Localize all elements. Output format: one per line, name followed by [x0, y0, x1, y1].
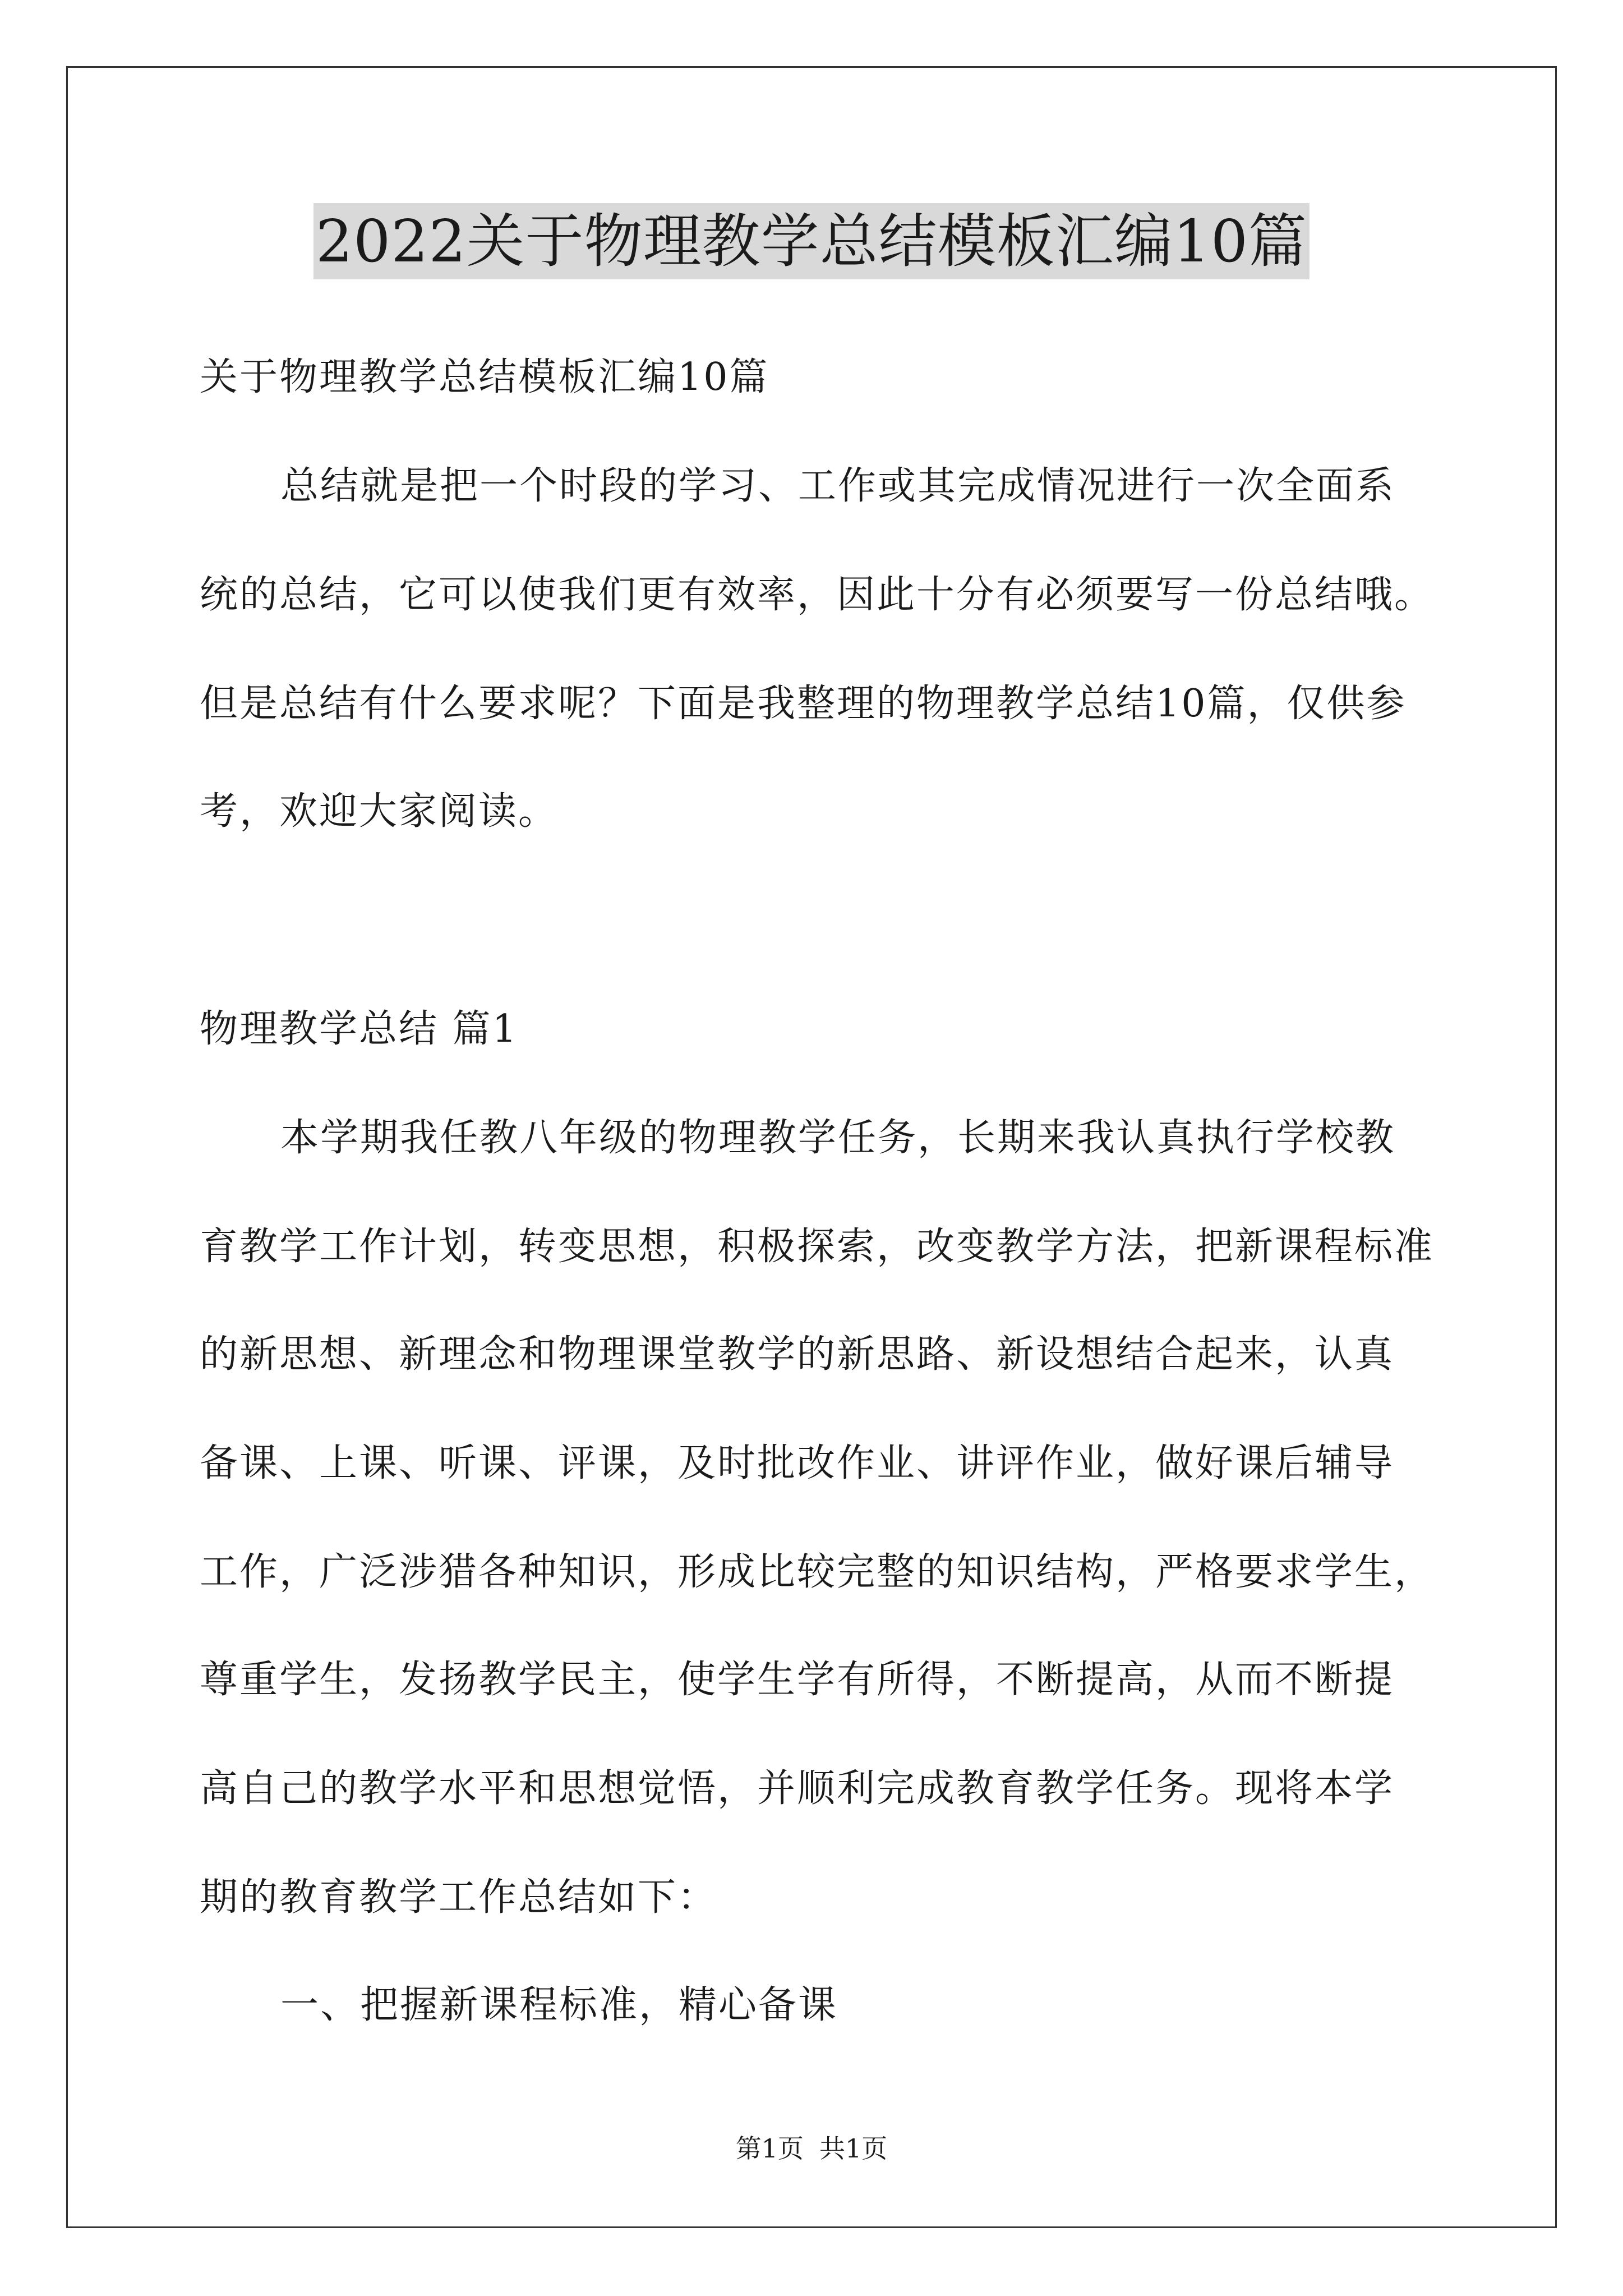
- sub-heading: 一、把握新课程标准，精心备课: [280, 1983, 838, 2027]
- page-number-total: 共1页: [819, 2133, 888, 2164]
- page-footer: [0, 2132, 1623, 2165]
- body-line-2: 育教学工作计划，转变思想，积极探索，改变教学方法，把新课程标准: [200, 1225, 1435, 1269]
- intro-line-4: 考，欢迎大家阅读。: [200, 789, 559, 834]
- title-container: [0, 203, 1623, 279]
- body-line-6: 尊重学生，发扬教学民主，使学生学有所得，不断提高，从而不断提: [200, 1658, 1395, 1702]
- body-line-4: 备课、上课、听课、评课，及时批改作业、讲评作业，做好课后辅导: [200, 1441, 1395, 1485]
- intro-line-2: 统的总结，它可以使我们更有效率，因此十分有必须要写一份总结哦。: [200, 573, 1435, 617]
- intro-line-3: 但是总结有什么要求呢？下面是我整理的物理教学总结10篇，仅供参: [200, 682, 1407, 726]
- page-number-current: 第1页: [735, 2133, 804, 2164]
- body-line-8: 期的教育教学工作总结如下：: [200, 1875, 718, 1920]
- section-heading: 物理教学总结 篇1: [200, 1007, 518, 1051]
- body-line-3: 的新思想、新理念和物理课堂教学的新思路、新设想结合起来，认真: [200, 1332, 1395, 1377]
- body-line-7: 高自己的教学水平和思想觉悟，并顺利完成教育教学任务。现将本学: [200, 1766, 1395, 1811]
- body-line-5: 工作，广泛涉猎各种知识，形成比较完整的知识结构，严格要求学生，: [200, 1550, 1435, 1594]
- intro-line-1: 总结就是把一个时段的学习、工作或其完成情况进行一次全面系: [280, 464, 1396, 508]
- document-title: 2022关于物理教学总结模板汇编10篇: [313, 203, 1310, 279]
- document-subtitle: 关于物理教学总结模板汇编10篇: [200, 355, 769, 399]
- body-line-1: 本学期我任教八年级的物理教学任务，长期来我认真执行学校教: [280, 1116, 1396, 1160]
